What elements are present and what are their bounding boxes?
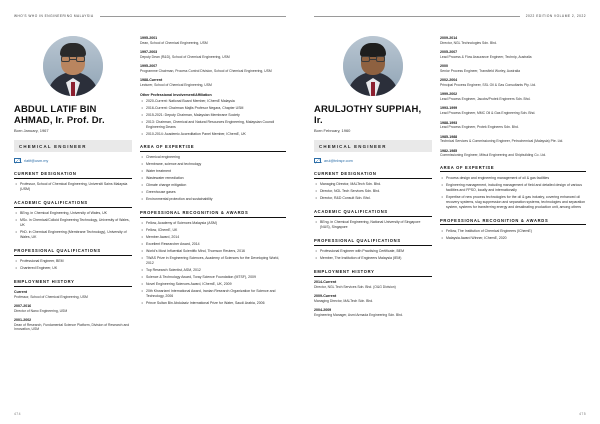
- entry-year: 1997-2003: [140, 50, 158, 55]
- entry-detail: Managing Director, MALTech Sdn. Bhd.: [314, 298, 374, 303]
- list-item: • Chartered Engineer, UK: [20, 266, 132, 271]
- employment-entry: [440, 106, 586, 115]
- envelope-icon: [14, 158, 21, 163]
- profile-left-secondary: [140, 36, 286, 402]
- section-area-of-expertise: [140, 144, 286, 202]
- entry-year: 1982-1985: [440, 148, 458, 153]
- section-academic-qualifications: [14, 200, 132, 240]
- list-item: • 20th Khwarizmi International Award, Iranian Research Organization for Science and Technology, 2006: [146, 289, 286, 299]
- entry-year: 2001-2002: [14, 318, 32, 323]
- entry-detail: Dean, School of Chemical Engineering, USM: [140, 40, 208, 45]
- list-item: • BEng. in Chemical Engineering, National University of Singapore (NUS), Singapore: [320, 220, 432, 230]
- entry-year: 2009-Current: [314, 294, 337, 299]
- list-item: • MSc. in Chemical/Colloid Engineering Technology, University of Wales, UK: [20, 218, 132, 228]
- employment-entry: [314, 308, 432, 317]
- list-item: • Membrane, science and technology: [146, 162, 286, 167]
- running-header-right-text: 2022 EDITION VOLUME 2, 2022: [525, 14, 586, 18]
- section-heading: PROFESSIONAL QUALIFICATIONS: [14, 248, 132, 256]
- entry-year: 1993-1999: [440, 106, 458, 111]
- list-item: • Professional Engineer with Practising Certificate, BEM: [320, 249, 432, 254]
- list-item: • Fellow, The Institution of Chemical Engineers (IChemE): [446, 229, 586, 234]
- list-current-designation: [14, 182, 132, 192]
- entry-detail: Dean of Research, Fundamental Science Platform, Division of Research and Innovation, USM: [14, 322, 130, 332]
- entry-detail: Technical Services & Commissioning Engineer, Petrochemical (Malaysia) Pte. Ltd.: [440, 139, 564, 144]
- list-item: • PhD. in Chemical Engineering (Membrane Technology), University of Wales, UK: [20, 230, 132, 240]
- list-item: • BEng. in Chemical Engineering, University of Wales, UK: [20, 211, 132, 216]
- page-title: ABDUL LATIF BIN AHMAD, Ir. Prof. Dr.: [14, 104, 105, 126]
- employment-entry: [440, 78, 586, 87]
- entry-detail: Deputy Dean (R&D), School of Chemical Engineering, USM: [140, 54, 230, 59]
- section-area-of-expertise: [440, 165, 586, 210]
- list-item: • 2013: Chairman, Chemical and Natural Resources Engineering, Malaysian Council Engineering Deans: [146, 120, 286, 130]
- list-item: • Professor, School of Chemical Engineering, Universiti Sains Malaysia (USM): [20, 182, 132, 192]
- list-item: • World's Most Influential Scientific Mind, Thomson Reuters, 2016: [146, 249, 286, 254]
- email-link[interactable]: arul@tnbspr.com: [324, 158, 353, 163]
- list-item: • Chemical engineering: [146, 155, 286, 160]
- email-row[interactable]: [314, 158, 432, 163]
- role-badge: CHEMICAL ENGINEER: [14, 140, 132, 152]
- entry-detail: Director, NGL Technologies Sdn. Bhd.: [440, 40, 497, 45]
- list-item: • Process design and engineering management of oil & gas facilities: [446, 176, 586, 181]
- envelope-icon: [314, 158, 321, 163]
- entry-detail: Principal Process Engineer, SSL Oil & Gas Consultants Pty. Ltd.: [440, 82, 537, 87]
- employment-entry: [140, 64, 286, 73]
- avatar: [343, 36, 403, 96]
- entry-year: 2009-2014: [440, 36, 458, 40]
- list-item: • 2020-Current: National Board Member, IChemE Malaysia: [146, 99, 286, 104]
- list-item: • Excellent Researcher Award, 2014: [146, 242, 286, 247]
- entry-detail: Programme Chairman, Process Control Division, School of Chemical Engineering, USM: [140, 68, 272, 73]
- list-item: • Greenhouse gases: [146, 190, 286, 195]
- employment-entry: [314, 294, 432, 303]
- list-item: • Wastewater remediation: [146, 176, 286, 181]
- section-awards: [440, 218, 586, 241]
- employment-entry: [440, 36, 586, 45]
- email-link[interactable]: rlatif@usm.my: [24, 158, 49, 163]
- entry-year: 2004-2009: [314, 308, 332, 313]
- list-item: • Fellow, Academy of Sciences Malaysia (ASM): [146, 221, 286, 226]
- list-item: • Novel Engineering Sciences Award, IChemE, UK, 2009: [146, 282, 286, 287]
- list-awards: [440, 229, 586, 241]
- section-employment-history: [14, 279, 132, 332]
- employment-entry: [140, 36, 286, 45]
- section-heading: CURRENT DESIGNATION: [14, 171, 132, 179]
- list-academic-qualifications: [14, 211, 132, 240]
- list-item: • Director, NGL Tech Services Sdn. Bhd.: [320, 189, 432, 194]
- subsection-heading: Other Professional Involvement/Affiliation: [140, 93, 212, 98]
- entry-detail: Lead Process & Flow Assurance Engineer, Technip, Australia: [440, 54, 532, 59]
- list-item: • Science & Technology Award, Toray Science Foundation (MTSF), 2009: [146, 275, 286, 280]
- running-header-left-text: WHO'S WHO IN ENGINEERING MALAYSIA: [14, 14, 94, 18]
- section-heading: PROFESSIONAL RECOGNITION & AWARDS: [140, 210, 286, 218]
- list-item: • TWAS Prize in Engineering Sciences, Academy of Sciences for the Developing World, 2012: [146, 256, 286, 266]
- entry-detail: Lead Process Engineer, Protek Engineers Sdn. Bhd.: [440, 125, 519, 130]
- list-item: • 2015-2021: Deputy Chairman, Malaysian Membrane Society: [146, 113, 286, 118]
- entry-year: 2007-2016: [14, 304, 32, 309]
- list-item: • 2016-Current: Chairman Majlis Profesor Negara, Chapter USM: [146, 106, 286, 111]
- list-item: • Climate change mitigation: [146, 183, 286, 188]
- section-heading: ACADEMIC QUALIFICATIONS: [314, 209, 432, 217]
- list-item: • Expertise of new process technologies for the oil & gas industry, covering enhanced oil recovery systems, slug suppression and separation systems, technologies and separation system, systems for transferring energy and desalinating production unit, among others: [446, 195, 586, 210]
- entry-detail: Commissioning Engineer, Mitsui Engineering and Shipbuilding Co. Ltd.: [440, 153, 547, 158]
- employment-entry: [14, 304, 132, 313]
- born-text: Born February, 1960: [314, 128, 351, 133]
- employment-entry: [440, 121, 586, 130]
- list-item: • Professional Engineer, BEM: [20, 259, 132, 264]
- entry-year: 1985-1988: [440, 134, 458, 139]
- born-text: Born January, 1967: [14, 128, 49, 133]
- entry-detail: Director, NGL Tech Services Sdn. Bhd. (O&G Division): [314, 284, 396, 289]
- employment-entry: [14, 290, 132, 299]
- section-current-designation: [314, 171, 432, 201]
- section-awards: [140, 210, 286, 306]
- section-current-designation: [14, 171, 132, 192]
- page-title: ARULJOTHY SUPPIAH, Ir.: [314, 104, 422, 126]
- employment-entry: [440, 64, 586, 73]
- employment-entry: [14, 318, 132, 332]
- list-item: • Fellow, IChemE, UK: [146, 228, 286, 233]
- list-item: • Director, R&D Consult Sdn. Bhd.: [320, 196, 432, 201]
- section-heading: ACADEMIC QUALIFICATIONS: [14, 200, 132, 208]
- entry-detail: Lecturer, School of Chemical Engineering, USM: [140, 82, 212, 87]
- page-right: [300, 0, 600, 424]
- list-academic-qualifications: [314, 220, 432, 230]
- running-header-left: [14, 14, 286, 18]
- section-heading: AREA OF EXPERTISE: [440, 165, 586, 173]
- header-rule: [100, 16, 286, 17]
- list-item: • Managing Director, MALTech Sdn. Bhd.: [320, 182, 432, 187]
- entry-year: 1995-2001: [140, 36, 158, 40]
- page-number-right: 475: [579, 412, 586, 416]
- list-item: • Prince Sultan Bin Abdulaziz International Prize for Water, Saudi Arabia, 2006: [146, 301, 286, 306]
- list-affiliations: [140, 99, 286, 137]
- list-professional-qualifications: [14, 259, 132, 271]
- entry-year: 1999-2002: [440, 92, 458, 97]
- entry-detail: Lead Process Engineer, Jacobs/Protek Engineers Sdn. Bhd.: [440, 96, 531, 101]
- running-header-right: [314, 14, 586, 18]
- avatar: [43, 36, 103, 96]
- entry-detail: Engineering Manager, Asmi Armada Engineering Sdn. Bhd.: [314, 312, 403, 317]
- entry-year: 1988-Current: [140, 78, 163, 83]
- list-expertise: [140, 155, 286, 202]
- entry-year: 2014-Current: [314, 280, 337, 284]
- section-heading: PROFESSIONAL RECOGNITION & AWARDS: [440, 218, 586, 226]
- list-current-designation: [314, 182, 432, 201]
- employment-entry: [140, 78, 286, 87]
- section-employment-history: [314, 269, 432, 317]
- entry-detail: Senior Process Engineer, Transfield Worley, Australia: [440, 68, 520, 73]
- entry-detail: Director of Nano Engineering, USM: [14, 308, 68, 313]
- list-item: • Malaysia Award Winner, IChemE, 2020: [446, 236, 586, 241]
- section-heading: EMPLOYMENT HISTORY: [14, 279, 132, 287]
- header-rule: [314, 16, 520, 17]
- list-item: • Water treatment: [146, 169, 286, 174]
- section-heading: AREA OF EXPERTISE: [140, 144, 286, 152]
- employment-entry: [140, 50, 286, 59]
- section-heading: PROFESSIONAL QUALIFICATIONS: [314, 238, 432, 246]
- email-row[interactable]: [14, 158, 132, 163]
- list-item: • Member, The Institution of Engineers Malaysia (IEM): [320, 256, 432, 261]
- profile-right-secondary: [440, 36, 586, 402]
- list-expertise: [440, 176, 586, 210]
- employment-entry: [314, 280, 432, 289]
- entry-year: 2000: [440, 64, 448, 69]
- list-item: • 2010-2014: Academic Accreditation Panel Member, IChemE, UK: [146, 132, 286, 137]
- list-item: • Member Award, 2014: [146, 235, 286, 240]
- list-item: • Environmental protection and sustainability: [146, 197, 286, 202]
- entry-year: Current: [14, 290, 27, 294]
- profile-right-main: [314, 36, 432, 402]
- entry-detail: Professor, School of Chemical Engineering, USM: [14, 294, 88, 299]
- entry-year: 2002-2004: [440, 78, 458, 83]
- list-item: • Top Research Scientist, ASM, 2012: [146, 268, 286, 273]
- page-number-left: 474: [14, 412, 21, 416]
- employment-entry: [440, 50, 586, 59]
- employment-entry: [440, 135, 586, 144]
- section-heading: CURRENT DESIGNATION: [314, 171, 432, 179]
- employment-entry: [440, 149, 586, 158]
- entry-detail: Lead Process Engineer, MMC Oil & Gas Engineering Sdn. Bhd.: [440, 110, 536, 115]
- entry-year: 2005-2007: [440, 50, 458, 55]
- list-awards: [140, 221, 286, 306]
- employment-entry: [440, 92, 586, 101]
- section-professional-qualifications: [314, 238, 432, 261]
- section-heading: EMPLOYMENT HISTORY: [314, 269, 432, 277]
- entry-year: 1988-1993: [440, 120, 458, 125]
- section-professional-qualifications: [14, 248, 132, 271]
- list-item: • Engineering management, including management of field and detailed design of various facilities and FPSO, locally and internationally: [446, 183, 586, 193]
- role-badge: CHEMICAL ENGINEER: [314, 140, 432, 152]
- section-academic-qualifications: [314, 209, 432, 230]
- entry-year: 1995-2007: [140, 64, 158, 69]
- profile-left-main: [14, 36, 132, 402]
- list-professional-qualifications: [314, 249, 432, 261]
